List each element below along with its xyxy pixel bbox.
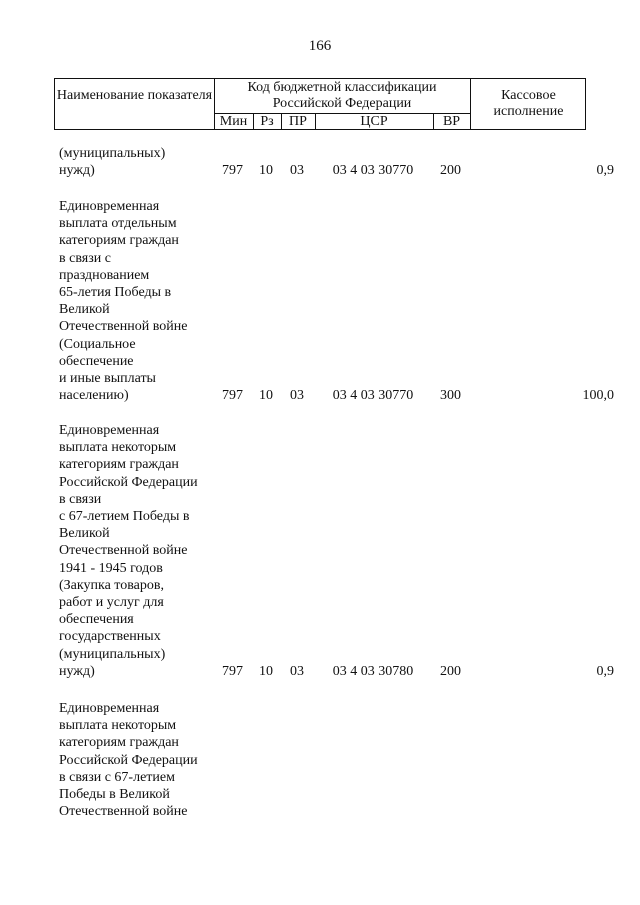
row-vr: 300 bbox=[440, 387, 461, 403]
table-row bbox=[54, 422, 614, 680]
row-min: 797 bbox=[222, 663, 243, 679]
row-rz: 10 bbox=[259, 387, 273, 403]
row-csr: 03 4 03 30780 bbox=[332, 663, 414, 679]
row-pr: 03 bbox=[290, 162, 304, 178]
row-amount: 0,9 bbox=[596, 663, 614, 679]
row-name: Единовременная выплата отдельным категориям граждан в связи с празднованием 65-летия Победы в Великой Отечественной войне (Социальное обеспечение и иные выплаты населению) bbox=[59, 199, 188, 404]
page-number: 166 bbox=[308, 38, 332, 54]
row-vr: 200 bbox=[440, 162, 461, 178]
row-min: 797 bbox=[222, 162, 243, 178]
table-row bbox=[54, 198, 614, 404]
header-vr: ВР bbox=[442, 114, 461, 129]
row-name: Единовременная выплата некоторым категориям граждан Российской Федерации в связи с 67-летием Победы в Великой Отечественной войне bbox=[59, 701, 198, 820]
row-name: (муниципальных) нужд) bbox=[59, 146, 166, 179]
row-pr: 03 bbox=[290, 387, 304, 403]
header-pr: ПР bbox=[289, 114, 307, 129]
row-csr: 03 4 03 30770 bbox=[332, 387, 414, 403]
header-amount-column: Кассовое исполнение bbox=[493, 88, 564, 119]
row-min: 797 bbox=[222, 387, 243, 403]
row-pr: 03 bbox=[290, 663, 304, 679]
header-code-group: Код бюджетной классификации Российской Федерации bbox=[247, 80, 437, 111]
header-name-column: Наименование показателя bbox=[56, 88, 213, 103]
header-csr: ЦСР bbox=[360, 114, 388, 129]
table-row bbox=[54, 700, 614, 822]
row-name: Единовременная выплата некоторым категориям граждан Российской Федерации в связи с 67-летием Победы в Великой Отечественной войне 1941 - 1945 годов (Закупка товаров, работ и услуг для обеспечения государственных (муниципальных) нужд) bbox=[59, 423, 198, 679]
row-amount: 0,9 bbox=[596, 162, 614, 178]
row-vr: 200 bbox=[440, 663, 461, 679]
header-rz: Рз bbox=[260, 114, 274, 129]
row-rz: 10 bbox=[259, 663, 273, 679]
table-row bbox=[54, 145, 614, 179]
header-min: Мин bbox=[219, 114, 248, 129]
row-amount: 100,0 bbox=[582, 387, 614, 403]
row-rz: 10 bbox=[259, 162, 273, 178]
table-header bbox=[54, 78, 586, 130]
row-csr: 03 4 03 30770 bbox=[332, 162, 414, 178]
